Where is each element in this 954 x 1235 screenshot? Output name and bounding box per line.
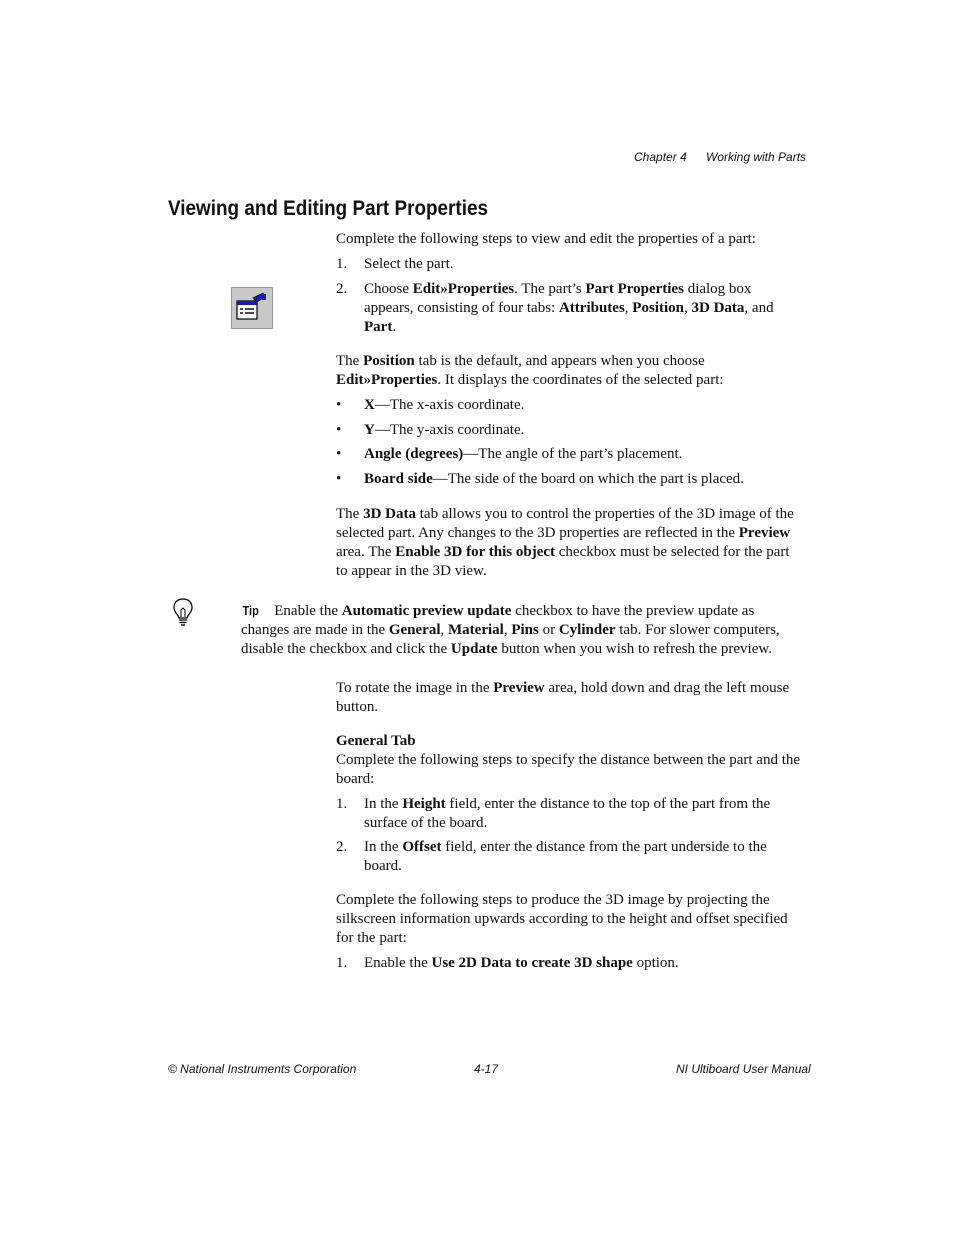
tip-label: Tip: [242, 603, 259, 618]
position-paragraph: The Position tab is the default, and appears when you choose Edit»Properties. It displays the coordinates of the selected part:: [336, 353, 724, 388]
3d-data-paragraph: The 3D Data tab allows you to control the properties of the 3D image of the selected part. Any changes to the 3D properties are reflected in the Preview area. The Enable 3D for this object checkbox must be selected for the part to appear in the 3D view.: [336, 506, 794, 579]
general-tab-intro: Complete the following steps to specify the distance between the part and the board:: [336, 752, 801, 787]
lightbulb-icon: [172, 597, 194, 632]
footer-copyright: © National Instruments Corporation: [168, 1062, 357, 1076]
step-text: Select the part.: [364, 256, 454, 272]
intro-paragraph: Complete the following steps to view and edit the properties of a part:: [336, 231, 756, 247]
general-tab-heading: General Tab: [336, 733, 416, 749]
tip-paragraph: Tip Enable the Automatic preview update checkbox to have the preview update as changes are made in the General, Material, Pins or Cylinder tab. For slower computers, disable the checkbox and click the Update button when you wish to refresh the preview.: [241, 603, 780, 657]
step-number: 2.: [336, 281, 348, 297]
footer-page-number: 4-17: [474, 1062, 499, 1076]
step-number: 1.: [336, 256, 348, 272]
rotate-paragraph: To rotate the image in the Preview area, hold down and drag the left mouse button.: [336, 680, 790, 715]
step-text: Choose Edit»Properties. The part’s Part Properties dialog box appears, consisting of four tabs: Attributes, Position, 3D Data, and Part.: [364, 281, 774, 335]
footer-manual-title: NI Ultiboard User Manual: [676, 1062, 811, 1076]
header-title: Working with Parts: [706, 150, 807, 164]
section-title: Viewing and Editing Part Properties: [168, 197, 488, 220]
header-chapter: Chapter 4: [634, 150, 687, 164]
silkscreen-paragraph: Complete the following steps to produce the 3D image by projecting the silkscreen information upwards according to the height and offset specified for the part:: [336, 892, 788, 946]
part-properties-icon: [231, 287, 273, 329]
